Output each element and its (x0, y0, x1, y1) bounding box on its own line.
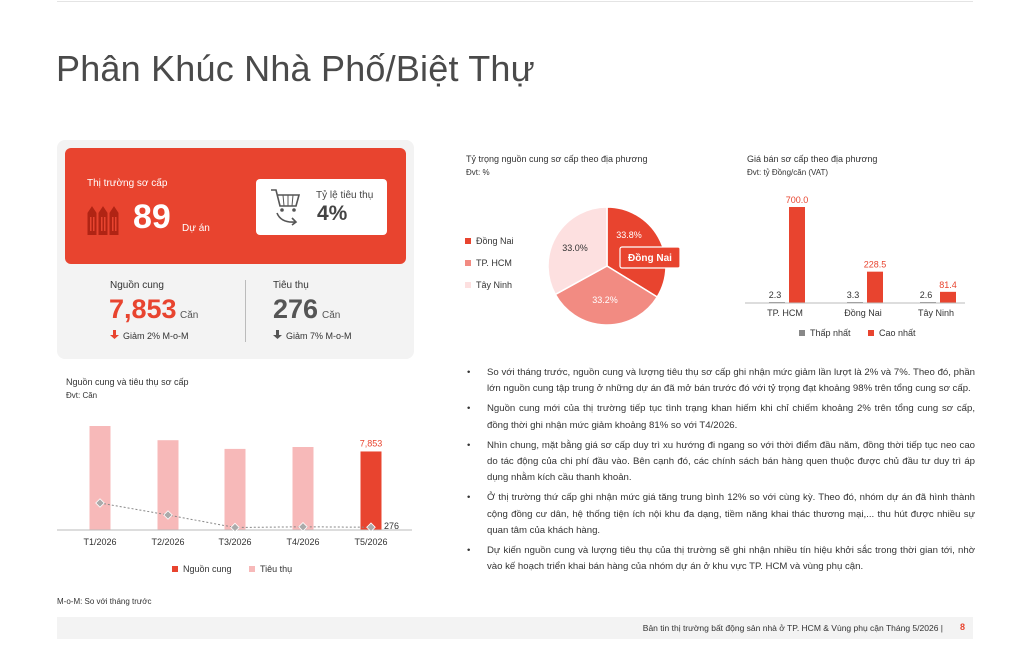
ratio-value: 4% (317, 202, 348, 225)
x-tick-label: T2/2026 (151, 537, 185, 547)
pie-legend-swatch (465, 238, 471, 244)
projects-count: 89 (133, 198, 171, 236)
supply-bar (361, 451, 382, 530)
max-price-bar (940, 292, 956, 303)
sold-value: 276 (273, 294, 319, 324)
x-tick-label: T3/2026 (218, 537, 252, 547)
top-rule (57, 1, 973, 2)
supply-delta (110, 330, 189, 341)
supply-label: Nguồn cung (110, 280, 164, 291)
supply-unit: Căn (180, 310, 199, 321)
pie-legend-swatch (465, 282, 471, 288)
pie-slice-label: 33.2% (592, 295, 618, 305)
supply-chart-unit: Đvt: Căn (66, 391, 98, 400)
legend-label-absorption: Tiêu thụ (260, 564, 293, 574)
max-price-label: 228.5 (863, 259, 887, 270)
legend-swatch-min (799, 330, 805, 336)
footer-text: Bản tin thị trường bất động sản nhà ở TP. HCM & Vùng phụ cận Tháng 5/2026 | (642, 623, 943, 633)
sold-delta (273, 330, 352, 341)
primary-market-panel (65, 148, 406, 264)
bullet-item: • Ở thị trường thứ cấp ghi nhận mức giá tăng trung bình 12% so với cùng kỳ. Theo đó, nhóm dự án đã hình thành cộng đồng cư dân, hệ thống tiện ích nội khu đa dạng, tiềm năng khai thác thương mại,... thu hút được nhiều sự quan tâm của khách hàng. (467, 490, 975, 539)
supply-bar (90, 426, 111, 530)
price-chart-title: Giá bán sơ cấp theo địa phương (747, 154, 878, 164)
pie-slice-label: 33.0% (562, 243, 588, 253)
bullet-item: • Nguồn cung mới của thị trường tiếp tục tình trạng khan hiếm khi chỉ chiếm khoảng 2% trên tổng cung sơ cấp, đồng thời ghi nhận mức giảm khoảng 81% so với T4/2026. (467, 401, 975, 433)
supply-absorption-chart (57, 405, 417, 585)
bullet-item: • So với tháng trước, nguồn cung và lượng tiêu thụ sơ cấp ghi nhận mức giảm lần lượt là 2% và 7%. Theo đó, phần lớn nguồn cung tập trung ở những dự án đã mở bán trước đó với tỷ trọng đạt khoảng 98% trên tổng cung sơ cấp. (467, 365, 975, 397)
x-tick-label: T1/2026 (83, 537, 117, 547)
x-tick-label: T5/2026 (354, 537, 388, 547)
legend-swatch-supply (172, 566, 178, 572)
legend-label-max: Cao nhất (879, 328, 916, 338)
max-price-label: 81.4 (939, 279, 957, 290)
supply-bar (293, 447, 314, 530)
sold-unit: Căn (322, 310, 341, 321)
footnote: M-o-M: So với tháng trước (57, 597, 152, 606)
x-tick-label: Đồng Nai (844, 308, 882, 318)
stats-card (57, 140, 414, 359)
market-label: Thị trường sơ cấp (87, 178, 168, 189)
supply-delta-text: Giảm 2% M-o-M (123, 331, 189, 341)
ratio-label: Tỷ lệ tiêu thụ (316, 190, 374, 201)
supply-chart-title: Nguồn cung và tiêu thụ sơ cấp (66, 377, 189, 387)
arrow-down-icon (273, 330, 282, 341)
supply-data-label: 7,853 (359, 438, 383, 449)
analysis-bullets (467, 365, 975, 579)
projects-unit: Dự án (182, 223, 210, 234)
min-price-label: 2.3 (768, 290, 782, 300)
absorption-data-label: 276 (384, 521, 400, 532)
legend-label-supply: Nguồn cung (183, 564, 232, 574)
x-tick-label: TP. HCM (767, 308, 803, 318)
sold-delta-text: Giảm 7% M-o-M (286, 331, 352, 341)
price-by-province-chart (740, 185, 980, 345)
supply-value: 7,853 (109, 294, 177, 324)
pie-legend-label: Tây Ninh (476, 280, 513, 290)
legend-swatch-absorption (249, 566, 255, 572)
page-title: Phân Khúc Nhà Phố/Biệt Thự (56, 48, 535, 89)
min-price-label: 2.6 (919, 290, 933, 300)
pie-slice-label: 33.8% (616, 230, 642, 240)
supply-share-pie-chart (455, 195, 715, 345)
card-divider (245, 280, 246, 342)
pie-legend-label: TP. HCM (476, 258, 512, 268)
legend-swatch-max (868, 330, 874, 336)
pie-legend-swatch (465, 260, 471, 266)
min-price-label: 3.3 (846, 290, 860, 300)
page-footer (57, 617, 973, 639)
pie-legend-label: Đồng Nai (476, 236, 514, 246)
buildings-icon (87, 205, 121, 240)
absorption-ratio-box (256, 179, 387, 235)
pie-callout-label: Đồng Nai (628, 253, 672, 264)
sold-label: Tiêu thụ (273, 280, 309, 291)
price-chart-unit: Đvt: tỷ Đồng/căn (VAT) (747, 168, 829, 177)
legend-label-min: Thấp nhất (810, 328, 851, 338)
x-tick-label: Tây Ninh (917, 308, 955, 318)
max-price-bar (789, 207, 805, 303)
arrow-down-icon (110, 330, 119, 341)
bullet-item: • Nhìn chung, mặt bằng giá sơ cấp duy trì xu hướng đi ngang so với thời điểm đầu năm, đồng thời tiếp tục neo cao do tác động của chi phí đầu vào. Bên cạnh đó, các chính sách bán hàng quen thuộc được chủ đầu tư duy trì áp dụng nhằm kích cầu thanh khoản. (467, 438, 975, 487)
pie-chart-title: Tỷ trọng nguồn cung sơ cấp theo địa phương (466, 154, 648, 164)
page-number: 8 (959, 622, 965, 632)
max-price-label: 700.0 (785, 195, 809, 205)
bullet-item: • Dự kiến nguồn cung và lượng tiêu thụ của thị trường sẽ ghi nhận nhiều tín hiệu khởi sắc trong thời gian tới, nhờ vào kế hoạch triển khai bán hàng của nhóm dự án ở khu vực TP. HCM và vùng phụ cận. (467, 543, 975, 575)
max-price-bar (867, 272, 883, 303)
supply-bar (225, 449, 246, 530)
shopping-cart-icon (269, 186, 305, 231)
x-tick-label: T4/2026 (286, 537, 320, 547)
pie-chart-unit: Đvt: % (466, 168, 490, 177)
